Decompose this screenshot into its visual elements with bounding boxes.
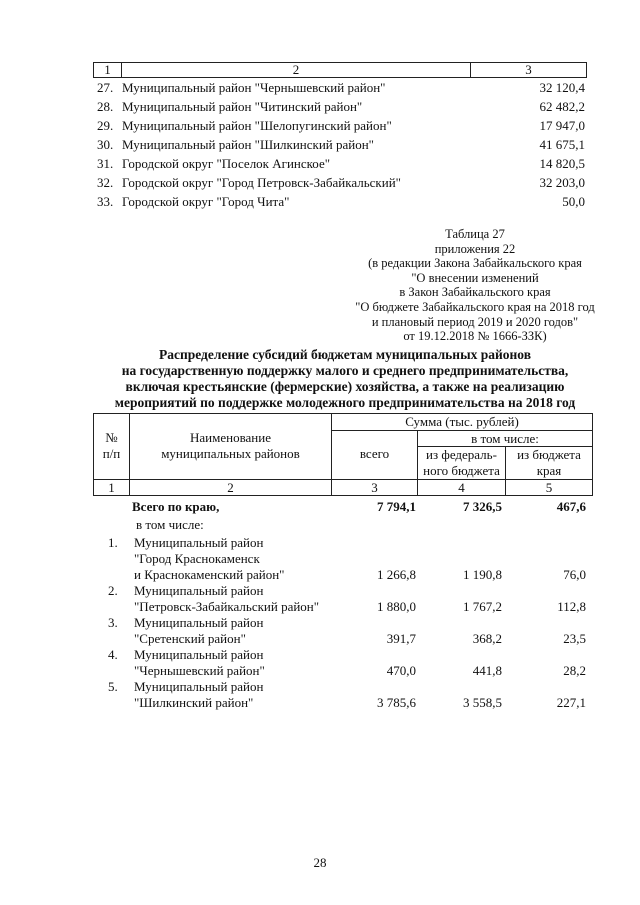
- row-total: 391,7: [386, 631, 416, 646]
- row-name: Муниципальный район "Читинский район": [122, 99, 363, 114]
- title-line: мероприятий по поддержке молодежного предпринимательства на 2018 год: [114, 395, 576, 410]
- row-name: Муниципальный район "Шилкинский район": [122, 137, 374, 152]
- header-regional: из бюджета: [517, 447, 581, 462]
- note-line: от 19.12.2018 № 1666-ЗЗК): [403, 329, 547, 344]
- row-regional: 28,2: [563, 663, 586, 678]
- row-number: 2.: [108, 583, 118, 598]
- row-name: "Чернышевский район": [134, 663, 265, 678]
- header-number-sign: №: [105, 430, 118, 445]
- column-number: 1: [108, 480, 115, 495]
- row-regional: 23,5: [563, 631, 586, 646]
- header-sum: Сумма (тыс. рублей): [405, 414, 519, 429]
- header-name-sub: муниципальных районов: [161, 446, 300, 461]
- row-name: Муниципальный район: [134, 615, 264, 630]
- row-federal: 1 190,8: [463, 567, 502, 582]
- header-regional-sub: края: [536, 463, 562, 478]
- row-value: 32 203,0: [539, 175, 585, 190]
- row-regional: 76,0: [563, 567, 586, 582]
- row-number: 1.: [108, 535, 118, 550]
- row-name: "Сретенский район": [134, 631, 246, 646]
- row-number: 4.: [108, 647, 118, 662]
- row-value: 14 820,5: [539, 156, 585, 171]
- row-total: 470,0: [386, 663, 416, 678]
- note-line: Таблица 27: [445, 227, 505, 241]
- table1-header-col1: 1: [104, 62, 111, 77]
- column-number: 2: [227, 480, 234, 495]
- row-number: 31.: [97, 156, 114, 171]
- row-federal: 3 558,5: [463, 695, 502, 710]
- row-number: 27.: [97, 80, 114, 95]
- row-total: 1 880,0: [377, 599, 416, 614]
- row-value: 41 675,1: [539, 137, 585, 152]
- note-line: и плановый период 2019 и 2020 годов": [371, 314, 579, 329]
- total-label: Всего по краю,: [132, 499, 220, 514]
- column-number: 5: [545, 480, 553, 495]
- table1-header-col2: 2: [292, 62, 300, 77]
- row-name: "Город Краснокаменск: [134, 551, 260, 566]
- row-number: 30.: [97, 137, 114, 152]
- header-federal-sub: ного бюджета: [423, 463, 500, 478]
- row-name: Городской округ "Город Чита": [122, 194, 290, 209]
- page-number: 28: [313, 855, 327, 870]
- row-name: Муниципальный район: [134, 535, 264, 550]
- row-number: 33.: [97, 194, 114, 209]
- row-name: Муниципальный район: [134, 647, 264, 662]
- row-value: 32 120,4: [539, 80, 585, 95]
- row-name: Муниципальный район: [134, 583, 264, 598]
- title-line: на государственную поддержку малого и среднего предпринимательства,: [121, 363, 569, 378]
- row-total: 1 266,8: [377, 567, 416, 582]
- row-federal: 368,2: [472, 631, 502, 646]
- row-regional: 227,1: [556, 695, 586, 710]
- row-name: "Шилкинский район": [134, 695, 254, 710]
- row-number: 5.: [108, 679, 118, 694]
- column-number: 3: [371, 480, 378, 495]
- header-total: всего: [359, 446, 390, 461]
- row-name: "Петровск-Забайкальский район": [134, 599, 320, 614]
- row-number: 29.: [97, 118, 114, 133]
- total-value: 7 794,1: [377, 499, 416, 514]
- row-number: 28.: [97, 99, 114, 114]
- row-value: 17 947,0: [539, 118, 585, 133]
- row-federal: 441,8: [472, 663, 502, 678]
- row-name: и Краснокаменский район": [134, 567, 285, 582]
- header-federal: из федераль-: [426, 447, 497, 462]
- row-total: 3 785,6: [377, 695, 416, 710]
- title-line: Распределение субсидий бюджетам муниципальных районов: [158, 347, 532, 362]
- row-value: 62 482,2: [539, 99, 585, 114]
- total-federal: 7 326,5: [463, 499, 502, 514]
- header-row-number: п/п: [102, 446, 121, 461]
- note-line: "О бюджете Забайкальского края на 2018 год: [355, 300, 595, 314]
- including-label: в том числе:: [136, 517, 204, 532]
- header-including: в том числе:: [471, 431, 539, 446]
- title-line: включая крестьянские (фермерские) хозяйства, а также на реализацию: [125, 379, 565, 394]
- row-number: 3.: [108, 615, 118, 630]
- row-value: 50,0: [562, 194, 585, 209]
- row-number: 32.: [97, 175, 114, 190]
- row-name: Муниципальный район "Шелопугинский район": [122, 118, 392, 133]
- note-line: (в редакции Закона Забайкальского края: [368, 256, 582, 271]
- header-name: Наименование: [190, 430, 271, 445]
- note-line: "О внесении изменений: [411, 270, 539, 285]
- row-regional: 112,8: [557, 599, 586, 614]
- note-line: приложения 22: [434, 241, 516, 256]
- column-number: 4: [458, 480, 465, 495]
- total-regional: 467,6: [556, 499, 586, 514]
- row-name: Городской округ "Поселок Агинское": [122, 156, 331, 171]
- row-name: Городской округ "Город Петровск-Забайкальский": [122, 175, 401, 190]
- row-federal: 1 767,2: [463, 599, 502, 614]
- row-name: Муниципальный район "Чернышевский район": [122, 80, 386, 95]
- table1-header-col3: 3: [525, 62, 532, 77]
- note-line: в Закон Забайкальского края: [399, 285, 551, 300]
- row-name: Муниципальный район: [134, 679, 264, 694]
